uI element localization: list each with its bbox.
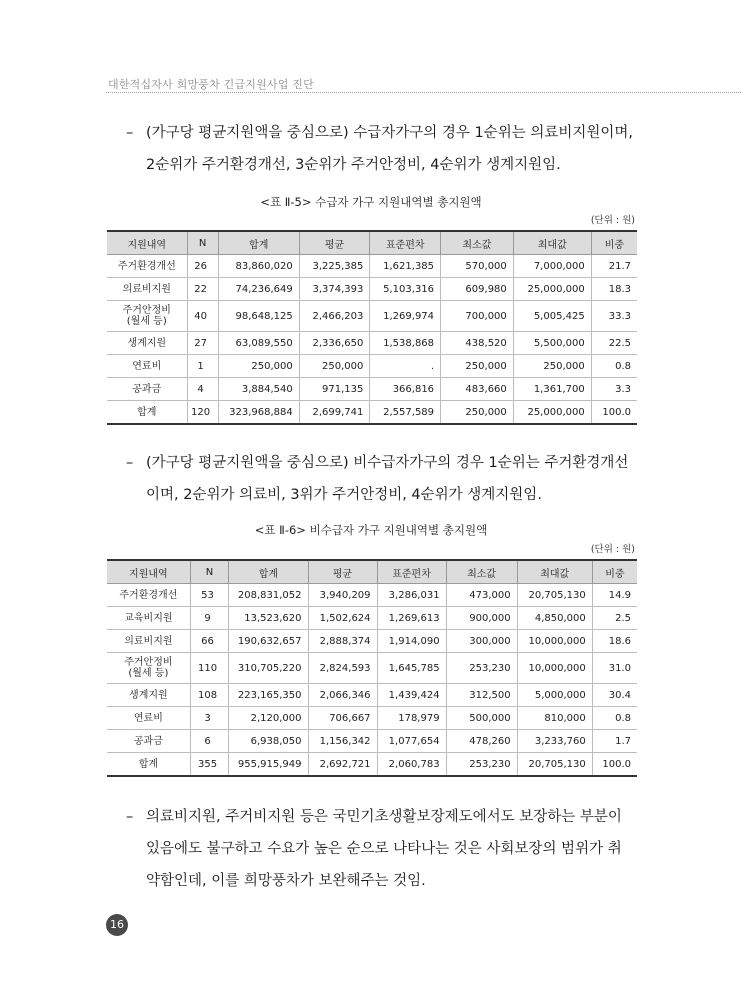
paragraph-line: (가구당 평균지원액을 중심으로) 수급자가구의 경우 1순위는 의료비지원이며, [146,125,634,141]
table-cell: 483,660 [441,378,514,401]
table-cell: 25,000,000 [513,401,591,425]
column-header: 최소값 [441,231,514,255]
table-row [107,255,637,278]
table-cell: 3,225,385 [299,255,370,278]
table-cell: 810,000 [517,707,592,730]
table-cell: 9 [190,607,229,630]
table-cell: 3,884,540 [218,378,299,401]
table-cell: 250,000 [299,355,370,378]
table-cell: 2.5 [592,607,637,630]
column-header: 평균 [308,560,377,584]
table-cell: 22 [187,278,218,301]
bullet-dash: – [126,455,134,471]
table-cell: 5,005,425 [513,301,591,332]
table-cell: 0.8 [591,355,637,378]
table-row [107,707,637,730]
table-cell: 223,165,350 [229,684,308,707]
table-cell: 1,439,424 [377,684,446,707]
row-label-cell: 주거환경개선 [107,255,187,278]
table-cell: 500,000 [446,707,517,730]
paragraph-line: 이며, 2순위가 의료비, 3위가 주거안정비, 4순위가 생계지원임. [146,487,542,503]
table-row [107,584,637,607]
table-row [107,684,637,707]
table-cell: 31.0 [592,653,637,684]
table-caption: <표 Ⅱ-5> 수급자 가구 지원내역별 총지원액 [260,195,482,209]
data-table [107,230,637,425]
paragraph-line: 의료비지원, 주거비지원 등은 국민기초생활보장제도에서도 보장하는 부분이 [146,809,622,825]
row-label-cell: 주거환경개선 [107,584,190,607]
table-cell: 1,645,785 [377,653,446,684]
table-cell: 4 [187,378,218,401]
table-cell: 108 [190,684,229,707]
table-cell: 13,523,620 [229,607,308,630]
table-cell: 100.0 [591,401,637,425]
table-cell: 1,156,342 [308,730,377,753]
table-cell: 1,361,700 [513,378,591,401]
table-cell: 190,632,657 [229,630,308,653]
table-cell: 2,336,650 [299,332,370,355]
table-row [107,607,637,630]
table-cell: 706,667 [308,707,377,730]
table-cell: 4,850,000 [517,607,592,630]
table-cell: 250,000 [218,355,299,378]
table-row [107,378,637,401]
table-cell: 30.4 [592,684,637,707]
row-label-cell: 공과금 [107,730,190,753]
column-header: 비중 [592,560,637,584]
column-header: 합계 [229,560,308,584]
table-cell: 21.7 [591,255,637,278]
table-cell: 1,621,385 [370,255,441,278]
table-cell: 1 [187,355,218,378]
page-number: 16 [106,914,128,936]
table-cell: 971,135 [299,378,370,401]
column-header: 최대값 [513,231,591,255]
table-cell: 53 [190,584,229,607]
paragraph-3 [126,801,646,897]
table-cell: 10,000,000 [517,630,592,653]
table-cell: 312,500 [446,684,517,707]
table-row [107,332,637,355]
table-row [107,753,637,777]
table-cell: 5,000,000 [517,684,592,707]
table-cell: 955,915,949 [229,753,308,777]
table-cell: 2,824,593 [308,653,377,684]
table-cell: 1,269,974 [370,301,441,332]
column-header: 지원내역 [107,560,190,584]
table-cell: 0.8 [592,707,637,730]
table-cell: 900,000 [446,607,517,630]
table-cell: 2,557,589 [370,401,441,425]
table-cell: 3,940,209 [308,584,377,607]
table-cell: 83,860,020 [218,255,299,278]
table-cell: 478,260 [446,730,517,753]
table-cell: 6 [190,730,229,753]
table-cell: 74,236,649 [218,278,299,301]
paragraph-line: 2순위가 주거환경개선, 3순위가 주거안정비, 4순위가 생계지원임. [146,157,561,173]
table-cell: 2,120,000 [229,707,308,730]
table-header-row [107,560,637,584]
row-label-cell: 생계지원 [107,332,187,355]
row-label-cell: 교육비지원 [107,607,190,630]
table-cell: 3,286,031 [377,584,446,607]
paragraph-line: 있음에도 불구하고 수요가 높은 순으로 나타나는 것은 사회보장의 범위가 취 [146,841,622,857]
table-row [107,301,637,332]
table-cell: 3,374,393 [299,278,370,301]
table-cell: 310,705,220 [229,653,308,684]
table-cell: 355 [190,753,229,777]
table-cell: 250,000 [441,401,514,425]
table-cell: . [370,355,441,378]
row-label-cell: 생계지원 [107,684,190,707]
bullet-dash: – [126,809,134,825]
table-cell: 5,103,316 [370,278,441,301]
table-cell: 2,060,783 [377,753,446,777]
header-divider [106,92,741,93]
table-cell: 20,705,130 [517,753,592,777]
row-label-cell: 주거안정비 (월세 등) [107,301,187,332]
bullet-dash: – [126,125,134,141]
row-label-cell: 의료비지원 [107,630,190,653]
table-cell: 2,888,374 [308,630,377,653]
row-label-cell: 공과금 [107,378,187,401]
paragraph-line: (가구당 평균지원액을 중심으로) 비수급자가구의 경우 1순위는 주거환경개선 [146,455,629,471]
table-cell: 63,089,550 [218,332,299,355]
table-cell: 1,502,624 [308,607,377,630]
table-cell: 26 [187,255,218,278]
table-cell: 20,705,130 [517,584,592,607]
row-label-cell: 주거안정비 (월세 등) [107,653,190,684]
table-cell: 253,230 [446,753,517,777]
table-cell: 25,000,000 [513,278,591,301]
table-cell: 3 [190,707,229,730]
table-row [107,653,637,684]
row-label-cell: 의료비지원 [107,278,187,301]
running-header: 대한적십자사 희망풍차 긴급지원사업 진단 [108,78,314,91]
table-cell: 7,000,000 [513,255,591,278]
data-table [107,559,637,777]
table-cell: 366,816 [370,378,441,401]
table-row [107,730,637,753]
column-header: 비중 [591,231,637,255]
table-cell: 700,000 [441,301,514,332]
table-row [107,355,637,378]
table-cell: 208,831,052 [229,584,308,607]
row-label-cell: 합계 [107,401,187,425]
table-cell: 2,466,203 [299,301,370,332]
table-cell: 609,980 [441,278,514,301]
table-cell: 2,699,741 [299,401,370,425]
table-unit: (단위 : 원) [590,544,635,555]
table-cell: 1.7 [592,730,637,753]
table-cell: 323,968,884 [218,401,299,425]
column-header: 평균 [299,231,370,255]
table-cell: 120 [187,401,218,425]
table-cell: 14.9 [592,584,637,607]
table-cell: 570,000 [441,255,514,278]
table-cell: 2,692,721 [308,753,377,777]
column-header: N [190,560,229,584]
table-unit: (단위 : 원) [590,215,635,226]
table-cell: 250,000 [441,355,514,378]
table-cell: 3.3 [591,378,637,401]
table-cell: 1,077,654 [377,730,446,753]
table-cell: 253,230 [446,653,517,684]
table-cell: 1,538,868 [370,332,441,355]
table-cell: 438,520 [441,332,514,355]
table-cell: 178,979 [377,707,446,730]
column-header: 최소값 [446,560,517,584]
table-cell: 3,233,760 [517,730,592,753]
paragraph-2 [126,447,646,511]
table-cell: 18.6 [592,630,637,653]
table-cell: 300,000 [446,630,517,653]
paragraph-1 [126,117,646,181]
table-cell: 250,000 [513,355,591,378]
column-header: 최대값 [517,560,592,584]
column-header: 합계 [218,231,299,255]
table-cell: 100.0 [592,753,637,777]
table-row [107,278,637,301]
paragraph-line: 약함인데, 이를 희망풍차가 보완해주는 것임. [146,873,426,889]
column-header: 표준편차 [377,560,446,584]
row-label-cell: 합계 [107,753,190,777]
table-header-row [107,231,637,255]
table-cell: 98,648,125 [218,301,299,332]
table-cell: 1,914,090 [377,630,446,653]
table-cell: 27 [187,332,218,355]
table-caption: <표 Ⅱ-6> 비수급자 가구 지원내역별 총지원액 [254,523,488,537]
row-label-cell: 연료비 [107,707,190,730]
table-cell: 66 [190,630,229,653]
table-cell: 40 [187,301,218,332]
row-label-cell: 연료비 [107,355,187,378]
table-cell: 2,066,346 [308,684,377,707]
table-cell: 5,500,000 [513,332,591,355]
table-cell: 6,938,050 [229,730,308,753]
table-cell: 473,000 [446,584,517,607]
column-header: N [187,231,218,255]
table-cell: 10,000,000 [517,653,592,684]
table-row [107,401,637,425]
table-row [107,630,637,653]
table-cell: 22.5 [591,332,637,355]
column-header: 표준편차 [370,231,441,255]
column-header: 지원내역 [107,231,187,255]
table-cell: 18.3 [591,278,637,301]
table-cell: 33.3 [591,301,637,332]
table-cell: 110 [190,653,229,684]
table-cell: 1,269,613 [377,607,446,630]
